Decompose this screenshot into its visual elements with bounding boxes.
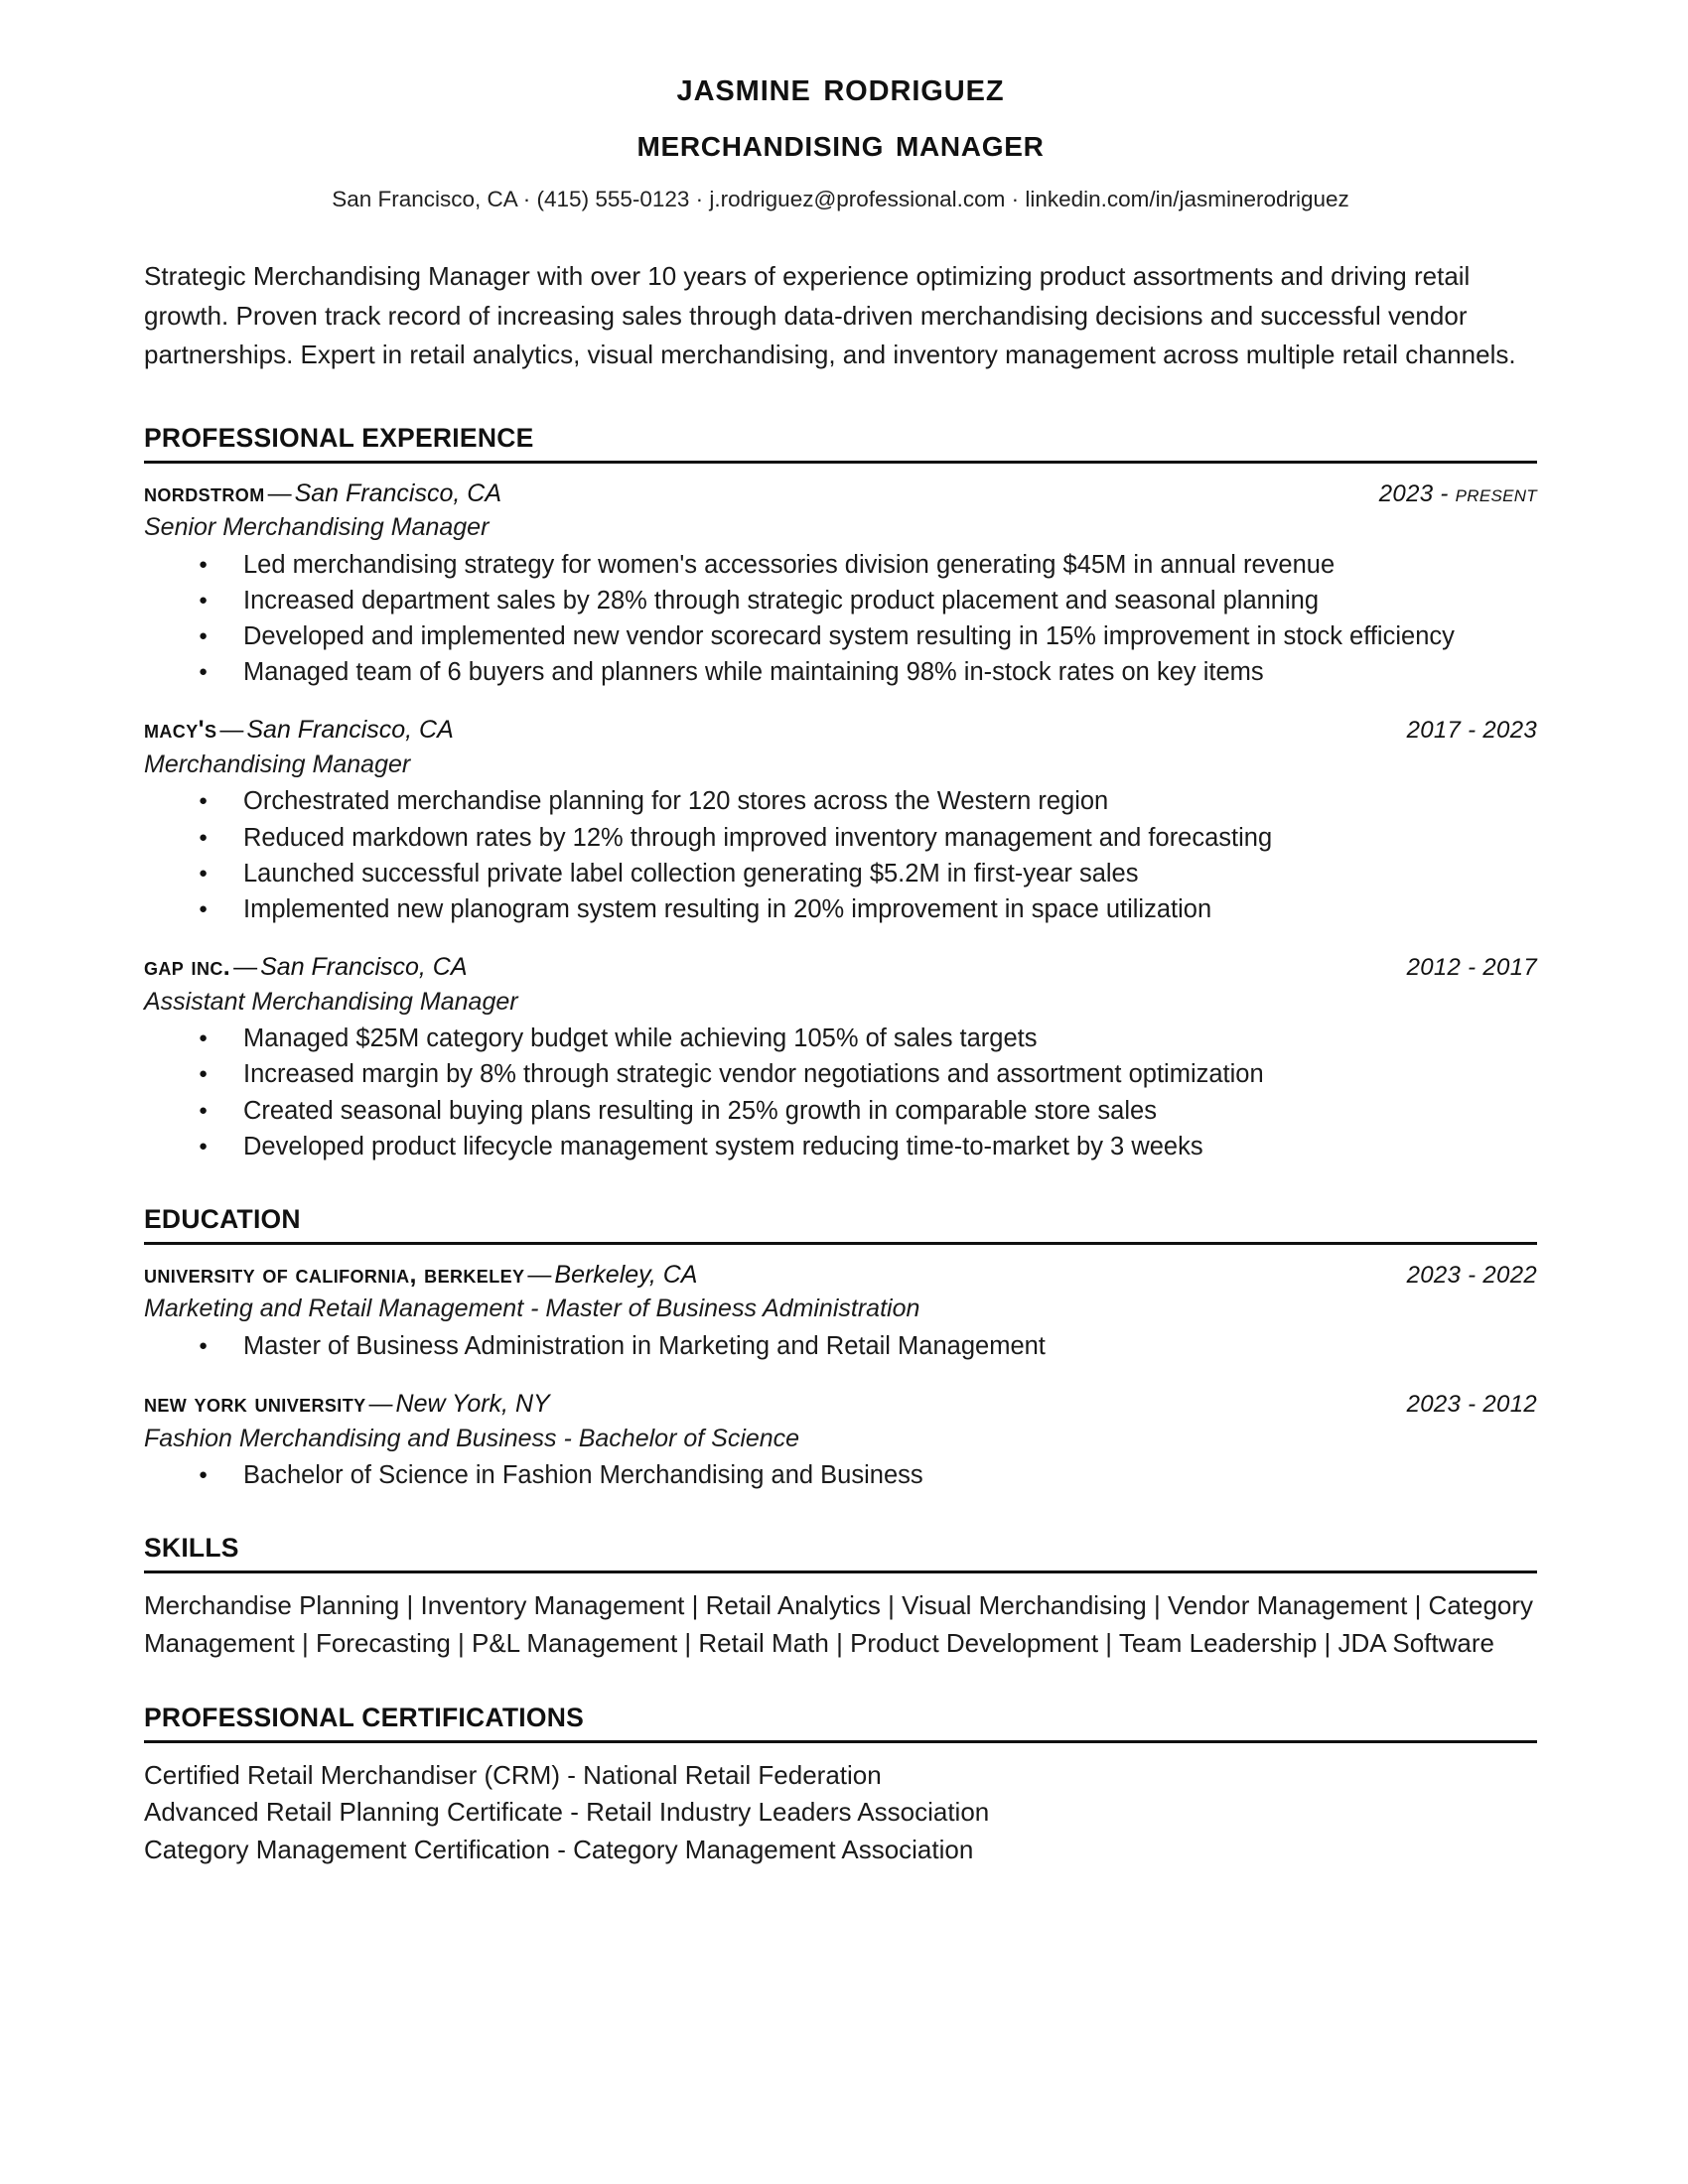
entry-topline xyxy=(144,478,1537,510)
section-heading-experience: PROFESSIONAL EXPERIENCE xyxy=(144,423,1537,464)
org-separator-dash: — xyxy=(267,479,292,507)
entry-job-title: Assistant Merchandising Manager xyxy=(144,987,518,1016)
experience-entry xyxy=(144,714,1537,927)
entry-date-range: 2023 - 2022 xyxy=(1406,1261,1537,1289)
contact-info-line: San Francisco, CA · (415) 555-0123 · j.rodriguez@professional.com · linkedin.com/in/jasminerodriguez xyxy=(332,186,1349,211)
org-location: New York, NY xyxy=(395,1390,550,1419)
entry-date-range: 2012 - 2017 xyxy=(1406,954,1537,982)
bullet-item: ● Led merchandising strategy for women's accessories division generating $45M in annual revenue xyxy=(144,548,1537,583)
experience-entry-list xyxy=(144,478,1537,1164)
bullet-item: ● Managed team of 6 buyers and planners while maintaining 98% in-stock rates on key items xyxy=(144,655,1537,690)
bullet-item: ● Implemented new planogram system resulting in 20% improvement in space utilization xyxy=(144,892,1537,927)
professional-summary: Strategic Merchandising Manager with over 10 years of experience optimizing product assortments and driving retail growth. Proven track record of increasing sales through data-driven merchandising decisions and successful vendor partnerships. Expert in retail analytics, visual merchandising, and inventory management across multiple retail channels. xyxy=(144,261,1516,370)
skills-list-text: Merchandise Planning | Inventory Management | Retail Analytics | Visual Merchandising | Vendor Management | Category Management | Forecasting | P&L Management | Retail Math | Product Development | Team Leadership | JDA Software xyxy=(144,1590,1534,1659)
section-certifications xyxy=(144,1703,1537,1869)
entry-organization xyxy=(144,951,1383,984)
org-name: nordstrom xyxy=(144,478,265,507)
entry-job-title: Merchandising Manager xyxy=(144,750,411,778)
entry-date-range: 2023 - 2012 xyxy=(1406,1391,1537,1419)
org-separator-dash: — xyxy=(219,717,244,745)
section-heading-education: EDUCATION xyxy=(144,1204,1537,1245)
candidate-job-title: merchandising manager xyxy=(636,120,1045,165)
bullet-item: ● Developed and implemented new vendor scorecard system resulting in 15% improvement in stock efficiency xyxy=(144,619,1537,654)
bullet-item: ● Orchestrated merchandise planning for 120 stores across the Western region xyxy=(144,784,1537,819)
bullet-item: ● Bachelor of Science in Fashion Merchandising and Business xyxy=(144,1458,1537,1493)
org-location: San Francisco, CA xyxy=(294,478,502,507)
entry-date-range: 2017 - 2023 xyxy=(1406,717,1537,745)
bullet-item: ● Increased margin by 8% through strategic vendor negotiations and assortment optimization xyxy=(144,1057,1537,1092)
section-heading-skills: SKILLS xyxy=(144,1533,1537,1573)
bullet-item: ● Managed $25M category budget while achieving 105% of sales targets xyxy=(144,1022,1537,1056)
org-separator-dash: — xyxy=(368,1391,393,1419)
org-name: macy's xyxy=(144,716,217,745)
org-name: gap inc. xyxy=(144,953,231,982)
entry-topline xyxy=(144,1259,1537,1292)
education-entry xyxy=(144,1388,1537,1493)
certification-item: Certified Retail Merchandiser (CRM) - National Retail Federation xyxy=(144,1759,882,1790)
org-separator-dash: — xyxy=(233,954,258,982)
entry-organization xyxy=(144,478,1355,510)
entry-topline xyxy=(144,714,1537,747)
entry-bullet-list xyxy=(144,1329,1537,1364)
experience-entry xyxy=(144,951,1537,1164)
org-separator-dash: — xyxy=(527,1261,552,1289)
entry-job-title: Senior Merchandising Manager xyxy=(144,513,490,542)
bullet-item: ● Master of Business Administration in Marketing and Retail Management xyxy=(144,1329,1537,1364)
org-name: new york university xyxy=(144,1390,366,1419)
education-entry-list xyxy=(144,1259,1537,1493)
entry-topline xyxy=(144,1388,1537,1421)
experience-entry xyxy=(144,478,1537,691)
candidate-name: jasmine rodriguez xyxy=(676,63,1005,109)
bullet-item: ● Increased department sales by 28% through strategic product placement and seasonal planning xyxy=(144,584,1537,618)
section-skills xyxy=(144,1533,1537,1662)
org-location: San Francisco, CA xyxy=(246,716,454,745)
bullet-item: ● Developed product lifecycle management system reducing time-to-market by 3 weeks xyxy=(144,1130,1537,1164)
entry-bullet-list xyxy=(144,784,1537,927)
bullet-item: ● Created seasonal buying plans resulting in 25% growth in comparable store sales xyxy=(144,1094,1537,1129)
bullet-item: ● Reduced markdown rates by 12% through improved inventory management and forecasting xyxy=(144,821,1537,856)
org-location: Berkeley, CA xyxy=(554,1260,698,1289)
entry-bullet-list xyxy=(144,1458,1537,1493)
entry-degree-line: Fashion Merchandising and Business - Bachelor of Science xyxy=(144,1424,800,1452)
entry-organization xyxy=(144,1388,1383,1421)
resume-header xyxy=(144,62,1537,215)
entry-organization xyxy=(144,1259,1383,1292)
org-location: San Francisco, CA xyxy=(260,953,468,982)
education-entry xyxy=(144,1259,1537,1364)
bullet-item: ● Launched successful private label collection generating $5.2M in first-year sales xyxy=(144,857,1537,891)
org-name: university of california, berkeley xyxy=(144,1260,525,1289)
entry-bullet-list xyxy=(144,1022,1537,1164)
entry-date-range: 2023 - present xyxy=(1378,479,1537,507)
certification-item: Advanced Retail Planning Certificate - Retail Industry Leaders Association xyxy=(144,1797,990,1828)
entry-topline xyxy=(144,951,1537,984)
entry-degree-line: Marketing and Retail Management - Master of Business Administration xyxy=(144,1295,920,1323)
section-heading-certifications: PROFESSIONAL CERTIFICATIONS xyxy=(144,1703,1537,1743)
certification-list xyxy=(144,1757,1537,1869)
entry-organization xyxy=(144,714,1383,747)
certification-item: Category Management Certification - Category Management Association xyxy=(144,1835,974,1865)
section-education xyxy=(144,1204,1537,1493)
section-professional-experience xyxy=(144,423,1537,1164)
entry-bullet-list xyxy=(144,548,1537,691)
